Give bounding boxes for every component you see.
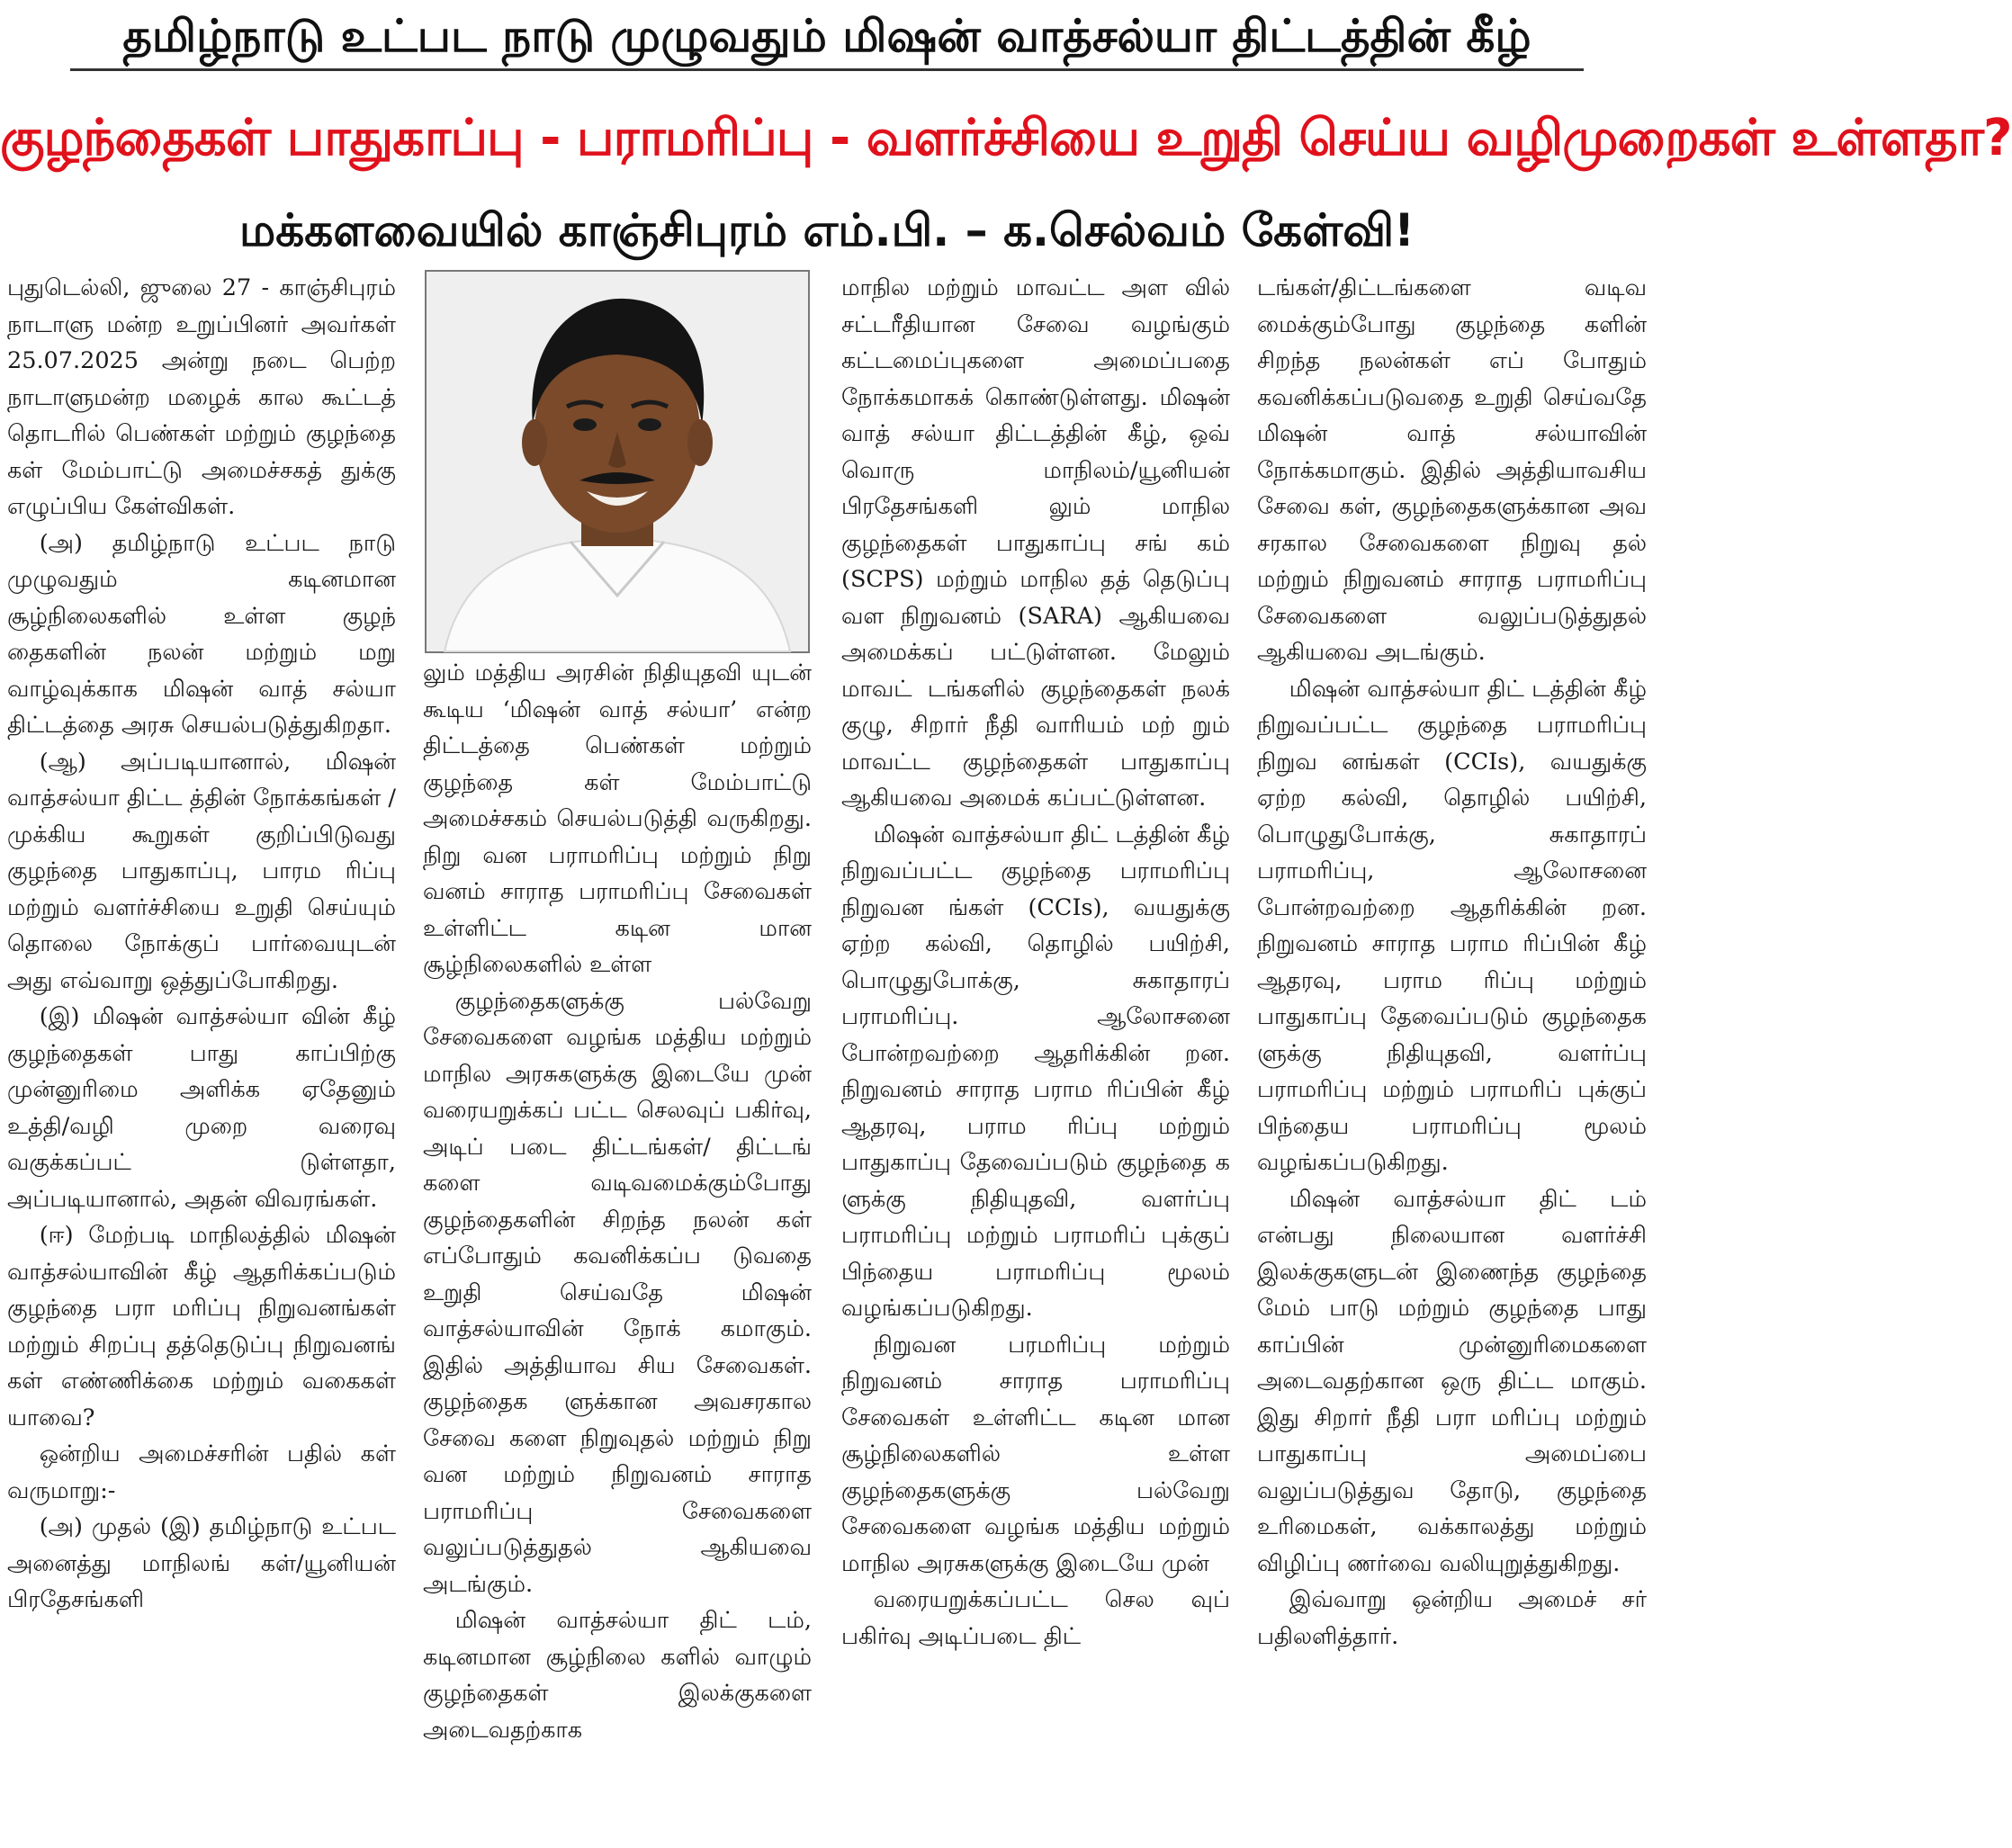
paragraph: மிஷன் வாத்சல்யா திட் டத்தின் கீழ் நிறுவப்பட்ட குழந்தை பராமரிப்பு நிறுவ னங்கள் (CCIs), வயதுக்கு ஏற்ற கல்வி, தொழில் பயிற்சி, பொழுதுபோக்கு, சுகாதாரப் பராமரிப்பு, ஆலோசனை போன்றவற்றை ஆதரிக்கின் றன. நிறுவனம் சாராத பராம ரிப்பின் கீழ் ஆதரவு, பராம ரிப்பு மற்றும் பாதுகாப்பு தேவைப்படும் குழந்தைக ளுக்கு நிதியுதவி, வளர்ப்பு பராமரிப்பு மற்றும் பராமரிப் புக்குப் பிந்தைய பராமரிப்பு மூலம் வழங்கப்படுகிறது.: [1257, 675, 1647, 1176]
paragraph: வரையறுக்கப்பட்ட செல வுப் பகிர்வு அடிப்படை திட்: [841, 1586, 1230, 1650]
paragraph: (ஈ) மேற்படி மாநிலத்தில் மிஷன் வாத்சல்யாவின் கீழ் ஆதரிக்கப்படும் குழந்தை பரா மரிப்பு நிறுவனங்கள் மற்றும் சிறப்பு தத்தெடுப்பு நிறுவனங் கள் எண்ணிக்கை மற்றும் வகைகள் யாவை?: [7, 1222, 396, 1431]
kicker-underline: [70, 68, 1584, 71]
portrait-photo-icon: [427, 272, 808, 651]
article-column-4: [1257, 270, 1647, 1844]
paragraph: (அ) முதல் (இ) தமிழ்நாடு உட்பட அனைத்து மாநிலங் கள்/யூனியன் பிரதேசங்களி: [7, 1513, 396, 1613]
main-headline: குழந்தைகள் பாதுகாப்பு - பராமரிப்பு - வளர்ச்சியை உறுதி செய்ய வழிமுறைகள் உள்ளதா?: [0, 109, 2012, 167]
paragraph: (அ) தமிழ்நாடு உட்பட நாடு முழுவதும் கடினமான சூழ்நிலைகளில் உள்ள குழந் தைகளின் நலன் மற்றும் மறு வாழ்வுக்காக மிஷன் வாத் சல்யா திட்டத்தை அரசு செயல்படுத்துகிறதா.: [7, 529, 396, 739]
paragraph: (இ) மிஷன் வாத்சல்யா வின் கீழ் குழந்தைகள் பாது காப்பிற்கு முன்னுரிமை அளிக்க ஏதேனும் உத்தி/வழி முறை வரைவு வகுக்கப்பட் டுள்ளதா, அப்படியானால், அதன் விவரங்கள்.: [7, 1003, 396, 1213]
paragraph: டங்கள்/திட்டங்களை வடிவ மைக்கும்போது குழந்தை களின் சிறந்த நலன்கள் எப் போதும் கவனிக்கப்படுவதை உறுதி செய்வதே மிஷன் வாத் சல்யாவின் நோக்கமாகும். இதில் அத்தியாவசிய சேவை கள், குழந்தைகளுக்கான அவ சரகால சேவைகளை நிறுவு தல் மற்றும் நிறுவனம் சாராத பராமரிப்பு சேவைகளை வலுப்படுத்துதல் ஆகியவை அடங்கும்.: [1257, 274, 1647, 666]
paragraph: மிஷன் வாத்சல்யா திட் டம், கடினமான சூழ்நிலை களில் வாழும் குழந்தைகள் இலக்குகளை அடைவதற்காக: [423, 1607, 812, 1744]
portrait-photo: [425, 270, 810, 653]
sub-headline: மக்களவையில் காஞ்சிபுரம் எம்.பி. – க.செல்வம் கேள்வி!: [239, 204, 1415, 256]
paragraph: மிஷன் வாத்சல்யா திட் டத்தின் கீழ் நிறுவப்பட்ட குழந்தை பராமரிப்பு நிறுவன ங்கள் (CCIs), வயதுக்கு ஏற்ற கல்வி, தொழில் பயிற்சி, பொழுதுபோக்கு, சுகாதாரப் பராமரிப்பு. ஆலோசனை போன்றவற்றை ஆதரிக்கின் றன. நிறுவனம் சாராத பராம ரிப்பின் கீழ் ஆதரவு, பராம ரிப்பு மற்றும் பாதுகாப்பு தேவைப்படும் குழந்தை க ளுக்கு நிதியுதவி, வளர்ப்பு பராமரிப்பு மற்றும் பராமரிப் புக்குப் பிந்தைய பராமரிப்பு மூலம் வழங்கப்படுகிறது.: [841, 821, 1230, 1322]
article-column-3: [841, 270, 1230, 1844]
kicker-headline: தமிழ்நாடு உட்பட நாடு முழுவதும் மிஷன் வாத்சல்யா திட்டத்தின் கீழ்: [122, 10, 1531, 62]
paragraph: குழந்தைகளுக்கு பல்வேறு சேவைகளை வழங்க மத்திய மற்றும் மாநில அரசுகளுக்கு இடையே முன் வரையறுக்கப் பட்ட செலவுப் பகிர்வு, அடிப் படை திட்டங்கள்/ திட்டங் களை வடிவமைக்கும்போது குழந்தைகளின் சிறந்த நலன் கள் எப்போதும் கவனிக்கப்ப டுவதை உறுதி செய்வதே மிஷன் வாத்சல்யாவின் நோக் கமாகும். இதில் அத்தியாவ சிய சேவைகள். குழந்தைக ளுக்கான அவசரகால சேவை களை நிறுவுதல் மற்றும் நிறு வன மற்றும் நிறுவனம் சாராத பராமரிப்பு சேவைகளை வலுப்படுத்துதல் ஆகியவை அடங்கும்.: [423, 987, 812, 1598]
paragraph: இவ்வாறு ஒன்றிய அமைச் சர் பதிலளித்தார்.: [1257, 1586, 1647, 1650]
paragraph: மிஷன் வாத்சல்யா திட் டம் என்பது நிலையான வளர்ச்சி இலக்குகளுடன் இணைந்த குழந்தை மேம் பாடு மற்றும் குழந்தை பாது காப்பின் முன்னுரிமைகளை அடைவதற்கான ஒரு திட்ட மாகும். இது சிறார் நீதி பரா மரிப்பு மற்றும் பாதுகாப்பு அமைப்பை வலுப்படுத்துவ தோடு, குழந்தை உரிமைகள், வக்காலத்து மற்றும் விழிப்பு ணர்வை வலியுறுத்துகிறது.: [1257, 1185, 1647, 1577]
paragraph: புதுடெல்லி, ஜுலை 27 - காஞ்சிபுரம் நாடாளு மன்ற உறுப்பினர் அவர்கள் 25.07.2025 அன்று நடை பெற்ற நாடாளுமன்ற மழைக் கால கூட்டத் தொடரில் பெண்கள் மற்றும் குழந்தை கள் மேம்பாட்டு அமைச்சகத் துக்கு எழுப்பிய கேள்விகள்.: [7, 274, 396, 520]
paragraph: ஒன்றிய அமைச்சரின் பதில் கள் வருமாறு:-: [7, 1440, 396, 1504]
paragraph: லும் மத்திய அரசின் நிதியுதவி யுடன் கூடிய ‘மிஷன் வாத் சல்யா’ என்ற திட்டத்தை பெண்கள் மற்றும் குழந்தை கள் மேம்பாட்டு அமைச்சகம் செயல்படுத்தி வருகிறது. நிறு வன பராமரிப்பு மற்றும் நிறு வனம் சாராத பராமரிப்பு சேவைகள் உள்ளிட்ட கடின மான சூழ்நிலைகளில் உள்ள: [423, 659, 812, 978]
paragraph: நிறுவன பரமரிப்பு மற்றும் நிறுவனம் சாராத பராமரிப்பு சேவைகள் உள்ளிட்ட கடின மான சூழ்நிலைகளில் உள்ள குழந்தைகளுக்கு பல்வேறு சேவைகளை வழங்க மத்திய மற்றும் மாநில அரசுகளுக்கு இடையே முன்: [841, 1331, 1230, 1577]
article-column-1: [7, 270, 396, 1844]
paragraph: மாநில மற்றும் மாவட்ட அள வில் சட்டரீதியான சேவை வழங்கும் கட்டமைப்புகளை அமைப்பதை நோக்கமாகக் கொண்டுள்ளது. மிஷன் வாத் சல்யா திட்டத்தின் கீழ், ஒவ் வொரு மாநிலம்/யூனியன் பிரதேசங்களி லும் மாநில குழந்தைகள் பாதுகாப்பு சங் கம் (SCPS) மற்றும் மாநில தத் தெடுப்பு வள நிறுவனம் (SARA) ஆகியவை அமைக்கப் பட்டுள்ளன. மேலும் மாவட் டங்களில் குழந்தைகள் நலக் குழு, சிறார் நீதி வாரியம் மற் றும் மாவட்ட குழந்தைகள் பாதுகாப்பு ஆகியவை அமைக் கப்பட்டுள்ளன.: [841, 274, 1230, 812]
article-column-2: [423, 655, 812, 1844]
paragraph: (ஆ) அப்படியானால், மிஷன் வாத்சல்யா திட்ட த்தின் நோக்கங்கள் / முக்கிய கூறுகள் குறிப்பிடுவது குழந்தை பாதுகாப்பு, பாரம ரிப்பு மற்றும் வளர்ச்சியை உறுதி செய்யும் தொலை நோக்குப் பார்வையுடன் அது எவ்வாறு ஒத்துப்போகிறது.: [7, 748, 396, 994]
